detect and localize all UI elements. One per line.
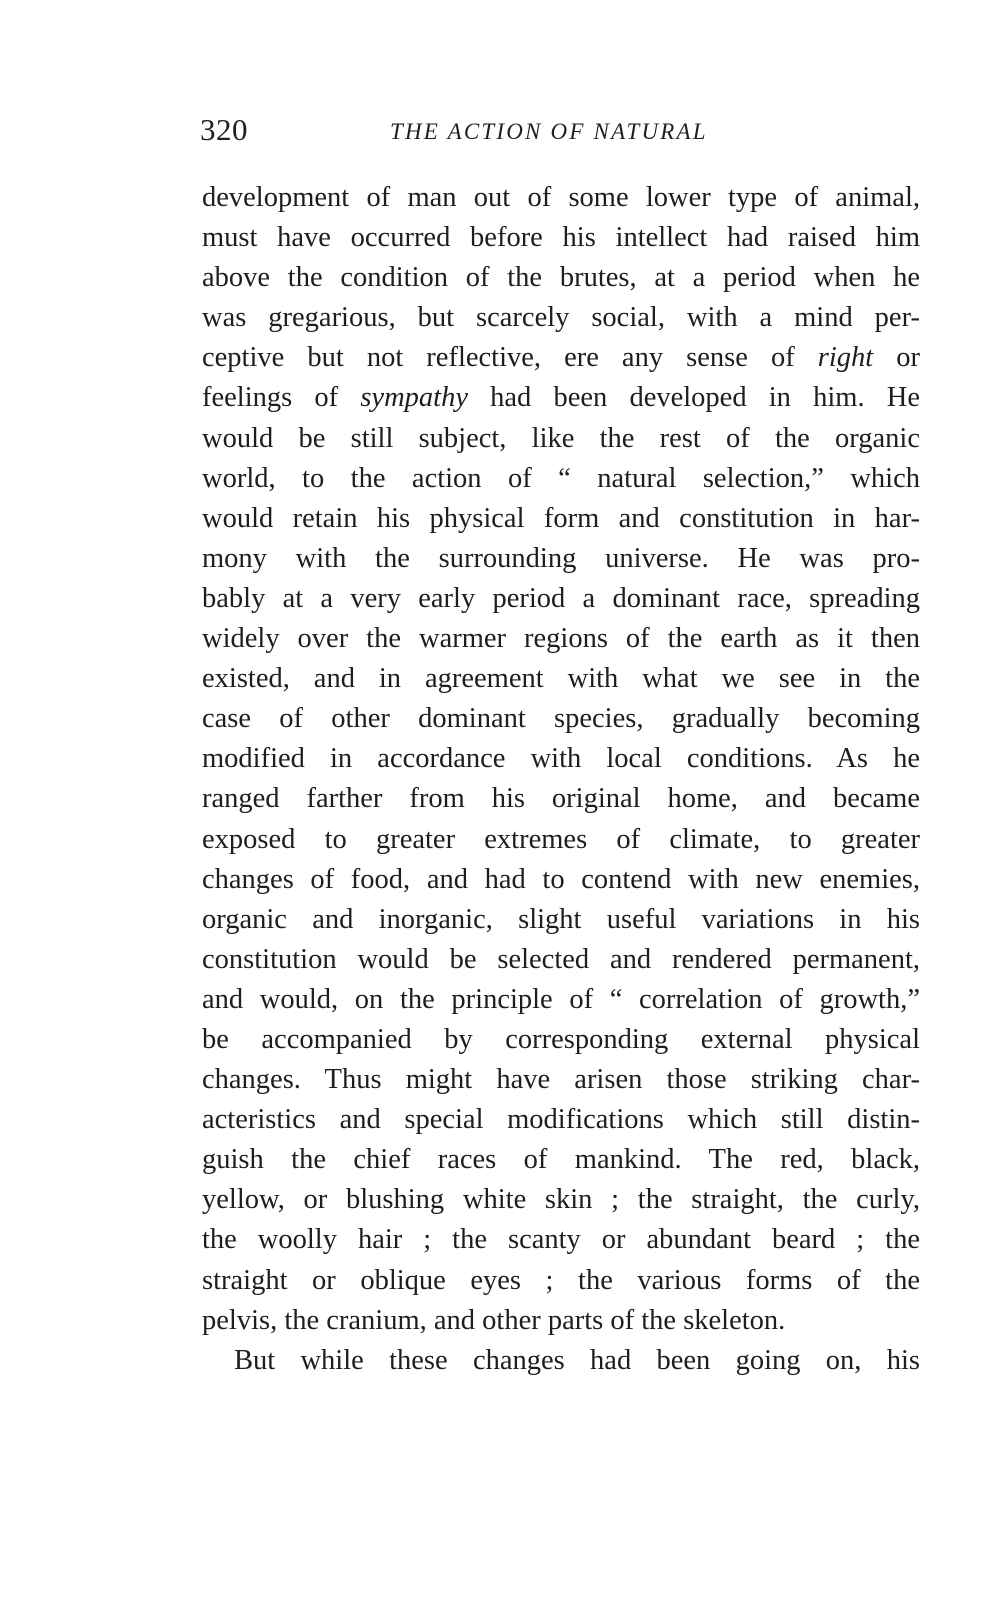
text-segment: guish the chief races of mankind. The red, black, — [202, 1144, 920, 1176]
text-segment: ranged farther from his original home, and became — [202, 783, 920, 815]
text-line — [202, 499, 920, 539]
text-line — [202, 820, 920, 860]
page-number: 320 — [200, 112, 248, 147]
text-segment: yellow, or blushing white skin ; the straight, the curly, — [202, 1184, 920, 1216]
text-line — [202, 1140, 920, 1180]
italic-text-segment: sympathy — [360, 382, 468, 414]
text-segment: organic and inorganic, slight useful variations in his — [202, 903, 920, 935]
text-segment: changes. Thus might have arisen those striking char- — [202, 1064, 920, 1096]
text-segment: changes of food, and had to contend with new enemies, — [202, 863, 920, 895]
text-line — [202, 860, 920, 900]
text-line — [202, 1100, 920, 1140]
text-segment: feelings of — [202, 382, 361, 414]
text-line — [202, 378, 920, 418]
text-segment: widely over the warmer regions of the earth as it then — [202, 623, 920, 655]
text-segment: constitution would be selected and rendered permanent, — [202, 943, 920, 975]
text-line — [202, 298, 920, 338]
text-segment: was gregarious, but scarcely social, with a mind per- — [202, 302, 920, 334]
running-head — [200, 112, 920, 152]
body-text — [202, 178, 920, 1381]
text-line — [202, 258, 920, 298]
italic-text-segment: right — [817, 342, 874, 374]
text-line — [202, 218, 920, 258]
text-segment: development of man out of some lower type of animal, — [202, 182, 920, 213]
text-segment: existed, and in agreement with what we see in the — [202, 663, 920, 695]
text-line — [202, 1301, 920, 1341]
text-line — [202, 1060, 920, 1100]
text-segment: would retain his physical form and constitution in har- — [202, 502, 920, 534]
text-line — [202, 338, 920, 378]
text-line — [202, 579, 920, 619]
text-line — [202, 1341, 920, 1381]
text-segment: must have occurred before his intellect had raised him — [202, 222, 920, 254]
text-segment: pelvis, the cranium, and other parts of the skeleton. — [202, 1304, 786, 1336]
text-line — [202, 178, 920, 218]
text-line — [202, 1261, 920, 1301]
running-title: THE ACTION OF NATURAL — [390, 119, 708, 144]
text-segment: exposed to greater extremes of climate, to greater — [202, 823, 920, 855]
text-segment: modified in accordance with local conditions. As he — [202, 743, 920, 775]
text-segment: straight or oblique eyes ; the various forms of the — [202, 1264, 920, 1296]
text-line — [202, 619, 920, 659]
text-line — [202, 980, 920, 1020]
text-segment: ceptive but not reflective, ere any sense of — [202, 342, 818, 374]
text-segment: world, to the action of “ natural selection,” which — [202, 462, 920, 494]
text-segment: acteristics and special modifications which still distin- — [202, 1104, 920, 1136]
text-segment: But while these changes had been going on, his — [234, 1344, 920, 1376]
text-line — [202, 739, 920, 779]
text-line — [202, 419, 920, 459]
text-segment: or — [873, 342, 920, 374]
text-segment: bably at a very early period a dominant race, spreading — [202, 582, 920, 614]
text-segment: and would, on the principle of “ correlation of growth,” — [202, 983, 920, 1015]
text-line — [202, 1220, 920, 1260]
text-line — [202, 459, 920, 499]
text-segment: case of other dominant species, gradually becoming — [202, 703, 920, 735]
text-line — [202, 539, 920, 579]
text-line — [202, 659, 920, 699]
text-line — [202, 699, 920, 739]
text-segment: would be still subject, like the rest of the organic — [202, 422, 920, 454]
text-line — [202, 1020, 920, 1060]
text-segment: above the condition of the brutes, at a period when he — [202, 262, 920, 294]
text-segment: the woolly hair ; the scanty or abundant beard ; the — [202, 1224, 920, 1256]
text-line — [202, 1180, 920, 1220]
text-line — [202, 900, 920, 940]
text-segment: had been developed in him. He — [467, 382, 920, 414]
text-segment: mony with the surrounding universe. He was pro- — [202, 542, 920, 574]
text-line — [202, 779, 920, 819]
text-line — [202, 940, 920, 980]
text-segment: be accompanied by corresponding external physical — [202, 1023, 920, 1055]
